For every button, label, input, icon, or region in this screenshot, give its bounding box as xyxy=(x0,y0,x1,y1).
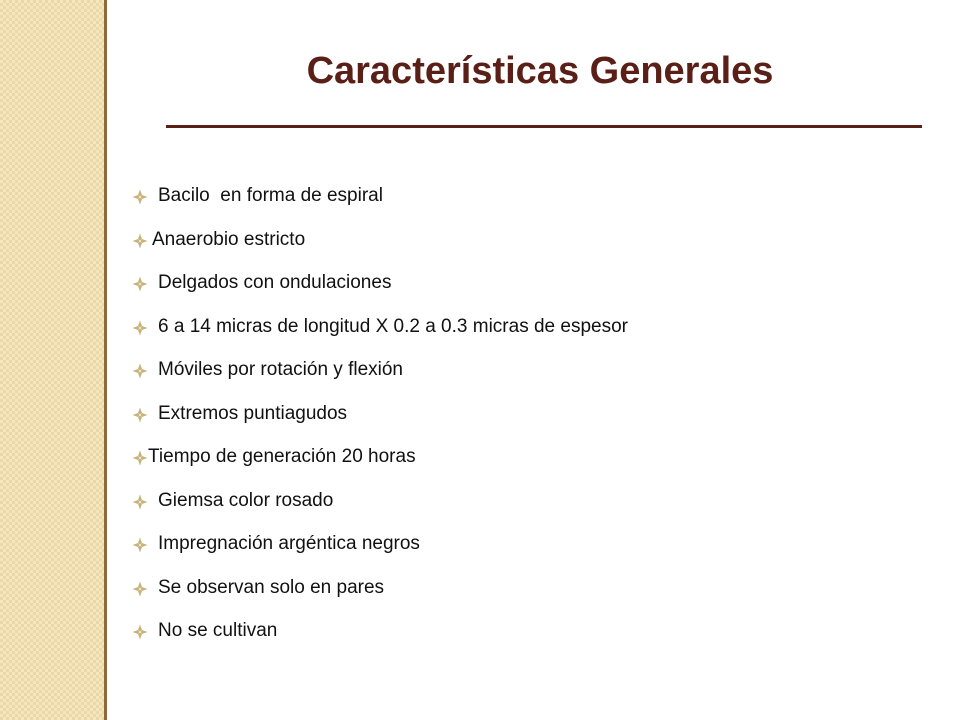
list-item-text: Móviles por rotación y flexión xyxy=(158,359,403,380)
list-item xyxy=(132,577,628,621)
list-item-text: Se observan solo en pares xyxy=(158,576,385,598)
four-petal-diamond-icon xyxy=(132,450,148,466)
list-item-text: Delgados con ondulaciones xyxy=(158,272,392,293)
list-item-text: Extremos puntiagudos xyxy=(158,402,348,424)
list-item xyxy=(132,316,628,360)
four-petal-diamond-icon xyxy=(132,407,148,423)
four-petal-diamond-icon xyxy=(132,320,148,336)
four-petal-diamond-icon xyxy=(132,537,148,553)
list-item xyxy=(132,403,628,447)
bullet-list xyxy=(132,185,628,664)
list-item xyxy=(132,359,628,403)
four-petal-diamond-icon xyxy=(132,581,148,597)
four-petal-diamond-icon xyxy=(132,624,148,640)
four-petal-diamond-icon xyxy=(132,494,148,510)
four-petal-diamond-icon xyxy=(132,233,148,249)
list-item-text: 6 a 14 micras de longitud X 0.2 a 0.3 micras de espesor xyxy=(158,315,628,337)
list-item-text: No se cultivan xyxy=(158,620,278,641)
slide-title: Características Generales xyxy=(306,50,774,92)
list-item xyxy=(132,533,628,577)
list-item xyxy=(132,446,628,490)
four-petal-diamond-icon xyxy=(132,276,148,292)
decorative-side-band xyxy=(0,0,104,720)
list-item-text: Anaerobio estricto xyxy=(152,228,306,250)
list-item xyxy=(132,490,628,534)
four-petal-diamond-icon xyxy=(132,363,148,379)
side-divider-line xyxy=(104,0,107,720)
list-item-text: Tiempo de generación 20 horas xyxy=(148,446,416,467)
list-item xyxy=(132,620,628,664)
list-item-text: Bacilo en forma de espiral xyxy=(158,185,383,206)
list-item-text: Impregnación argéntica negros xyxy=(158,533,420,554)
list-item xyxy=(132,229,628,273)
list-item xyxy=(132,272,628,316)
title-underline xyxy=(166,125,922,128)
list-item-text: Giemsa color rosado xyxy=(158,489,334,511)
list-item xyxy=(132,185,628,229)
four-petal-diamond-icon xyxy=(132,189,148,205)
